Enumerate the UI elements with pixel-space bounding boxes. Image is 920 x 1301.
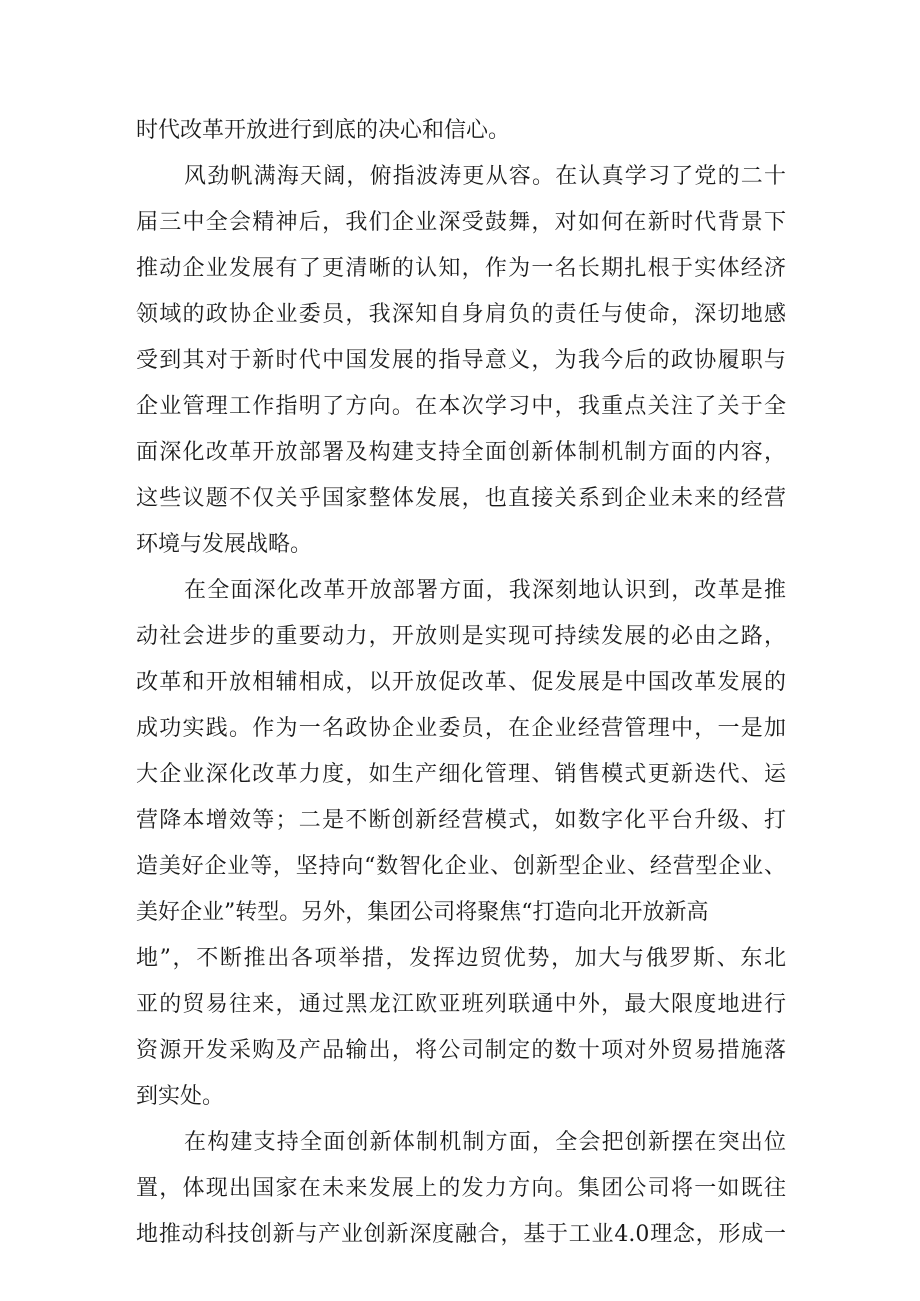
text-line: 领域的政协企业委员，我深知自身肩负的责任与使命，深切地感 bbox=[136, 302, 786, 327]
text-line: 在全面深化改革开放部署方面，我深刻地认识到，改革是推 bbox=[184, 578, 786, 603]
text-line: 推动企业发展有了更清晰的认知，作为一名长期扎根于实体经济 bbox=[136, 256, 786, 281]
text-line: 到实处。 bbox=[136, 1084, 225, 1109]
text-line: 地”，不断推出各项举措，发挥边贸优势，加大与俄罗斯、东北 bbox=[136, 946, 786, 971]
text-line: 美好企业”转型。另外，集团公司将聚焦“打造向北开放新高 bbox=[136, 900, 709, 925]
text-line: 亚的贸易往来，通过黑龙江欧亚班列联通中外，最大限度地进行 bbox=[136, 992, 786, 1017]
text-line: 风劲帆满海天阔，俯指波涛更从容。在认真学习了党的二十 bbox=[184, 164, 786, 189]
document-body bbox=[136, 108, 786, 1258]
text-line: 造美好企业等，坚持向“数智化企业、创新型企业、经营型企业、 bbox=[136, 854, 786, 879]
text-line: 营降本增效等；二是不断创新经营模式，如数字化平台升级、打 bbox=[136, 808, 786, 833]
text-line: 成功实践。作为一名政协企业委员，在企业经营管理中，一是加 bbox=[136, 716, 786, 741]
text-line: 这些议题不仅关乎国家整体发展，也直接关系到企业未来的经营 bbox=[136, 486, 786, 511]
text-line: 在构建支持全面创新体制机制方面，全会把创新摆在突出位 bbox=[184, 1130, 786, 1155]
text-line: 资源开发采购及产品输出，将公司制定的数十项对外贸易措施落 bbox=[136, 1038, 786, 1063]
text-line: 地推动科技创新与产业创新深度融合，基于工业4.0理念，形成一 bbox=[136, 1222, 786, 1247]
text-line: 企业管理工作指明了方向。在本次学习中，我重点关注了关于全 bbox=[136, 394, 786, 419]
text-line: 环境与发展战略。 bbox=[136, 532, 313, 557]
text-line: 置，体现出国家在未来发展上的发力方向。集团公司将一如既往 bbox=[136, 1176, 786, 1201]
text-line: 时代改革开放进行到底的决心和信心。 bbox=[136, 118, 511, 143]
text-line: 受到其对于新时代中国发展的指导意义，为我今后的政协履职与 bbox=[136, 348, 786, 373]
text-line: 动社会进步的重要动力，开放则是实现可持续发展的必由之路， bbox=[136, 624, 786, 649]
text-line: 届三中全会精神后，我们企业深受鼓舞，对如何在新时代背景下 bbox=[136, 210, 786, 235]
text-line: 面深化改革开放部署及构建支持全面创新体制机制方面的内容， bbox=[136, 440, 786, 465]
text-line: 改革和开放相辅相成，以开放促改革、促发展是中国改革发展的 bbox=[136, 670, 786, 695]
text-line: 大企业深化改革力度，如生产细化管理、销售模式更新迭代、运 bbox=[136, 762, 786, 787]
